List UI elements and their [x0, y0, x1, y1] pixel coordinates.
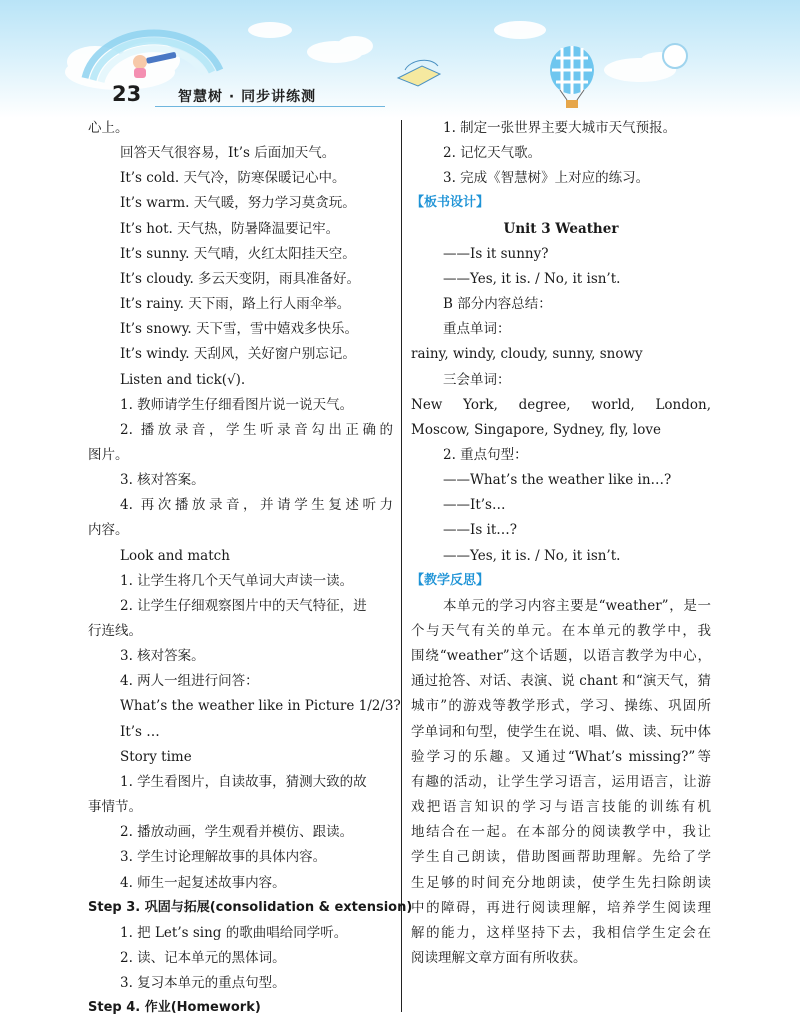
right-column-line: 城市”的游戏等教学形式，学习、操练、巩固所 [411, 698, 711, 715]
right-column-line: New York, degree, world, London, [411, 396, 711, 413]
right-column-line: 学生自己朗读，借助图画帮助理解。先给了学 [411, 849, 711, 866]
left-column-line: Listen and tick(√). [120, 371, 246, 388]
left-column-line: 2. 播放录音，学生听录音勾出正确的 [120, 421, 393, 438]
left-column-line: It’s rainy. 天下雨，路上行人雨伞举。 [120, 296, 351, 313]
page-number: 23 [112, 82, 142, 106]
right-column-line: 个与天气有关的单元。在本单元的教学中，我 [411, 623, 711, 639]
right-column-line: 重点单词： [443, 321, 511, 338]
right-column-line: ——Yes, it is. / No, it isn’t. [443, 270, 621, 287]
left-column-line: 内容。 [88, 522, 129, 539]
left-column-line: 4. 再次播放录音，并请学生复述听力 [120, 497, 393, 514]
right-column-line: ——What’s the weather like in…? [443, 472, 672, 489]
left-column-line: 心上。 [88, 120, 129, 136]
left-column-line: It’s snowy. 天下雪，雪中嬉戏多快乐。 [120, 321, 358, 338]
left-column-line: 3. 学生讨论理解故事的具体内容。 [120, 849, 327, 866]
right-column-line: ——Is it…? [443, 522, 518, 539]
sun-icon [663, 44, 687, 68]
right-column-line: ——It’s… [443, 497, 506, 514]
right-column-line: 2. 重点句型： [443, 446, 528, 463]
right-column-line: rainy, windy, cloudy, sunny, snowy [411, 346, 643, 363]
right-column-line: 通过抢答、对话、表演、说 chant 和“演天气，猜 [411, 673, 711, 690]
right-column-line: 2. 记忆天气歌。 [443, 145, 542, 162]
left-column-line: 3. 复习本单元的重点句型。 [120, 975, 286, 992]
header-rule [155, 106, 385, 107]
column-divider [401, 120, 402, 1012]
left-column-line: It’s cold. 天气冷，防寒保暖记心中。 [120, 170, 346, 187]
right-column-line: 中的障碍，再进行阅读理解，培养学生阅读理 [411, 899, 711, 916]
left-column-line: Step 3. 巩固与拓展(consolidation & extension) [88, 899, 413, 915]
right-column-line: 有趣的活动，让学生学习语言，运用语言，让游 [411, 773, 711, 790]
right-column-line: 阅读理解文章方面有所收获。 [411, 949, 587, 966]
left-column-line: 4. 师生一起复述故事内容。 [120, 874, 286, 891]
right-column-line: Moscow, Singapore, Sydney, fly, love [411, 421, 661, 438]
left-column-line: 2. 播放动画，学生观看并模仿、跟读。 [120, 824, 354, 841]
left-column-line: It’s hot. 天气热，防暑降温要记牢。 [120, 220, 340, 237]
left-column-line: It’s cloudy. 多云天变阴，雨具准备好。 [120, 270, 361, 287]
left-column-line: It’s windy. 天刮风，关好窗户别忘记。 [120, 346, 356, 363]
left-column-line: 3. 核对答案。 [120, 648, 205, 665]
right-column-line: 解的能力，这样坚持下去，我相信学生定会在 [411, 924, 711, 941]
right-column-line: 围绕“weather”这个话题，以语言教学为中心， [411, 648, 711, 665]
right-column-line: 验学习的乐趣。又通过“What’s missing?”等 [411, 748, 711, 765]
page-header [0, 0, 800, 118]
left-column-line: 图片。 [88, 446, 129, 463]
kite-icon [398, 60, 440, 86]
left-column-line: 回答天气很容易，It’s 后面加天气。 [120, 145, 336, 162]
right-column-line: 三会单词： [443, 371, 511, 388]
left-column-line: It’s warm. 天气暖，努力学习莫贪玩。 [120, 195, 356, 212]
left-column-line: 事情节。 [88, 799, 142, 816]
right-column-line: 3. 完成《智慧树》上对应的练习。 [443, 170, 650, 187]
right-column-line: Unit 3 Weather [503, 220, 619, 237]
right-column-line: B 部分内容总结： [443, 296, 552, 313]
left-column-line: Story time [120, 748, 192, 765]
left-column-line: 1. 让学生将几个天气单词大声读一读。 [120, 572, 354, 589]
right-column-line: 地结合在一起。在本部分的阅读教学中，我让 [411, 824, 711, 841]
right-column-line: 【教学反思】 [411, 572, 490, 588]
right-column-line: 学单词和句型，使学生在说、唱、做、读、玩中体 [411, 723, 711, 740]
left-column-line: 2. 读、记本单元的黑体词。 [120, 949, 286, 966]
left-column-line: Step 4. 作业(Homework) [88, 1000, 261, 1016]
right-column-line: 戏把语言知识的学习与语言技能的训练有机 [411, 799, 711, 816]
right-column-line: 1. 制定一张世界主要大城市天气预报。 [443, 120, 677, 136]
left-column-line: 1. 把 Let’s sing 的歌曲唱给同学听。 [120, 924, 348, 941]
left-column-line: 行连线。 [88, 623, 142, 639]
left-column-line: 1. 教师请学生仔细看图片说一说天气。 [120, 396, 354, 413]
right-column-line: ——Is it sunny? [443, 245, 549, 262]
left-column-line: What’s the weather like in Picture 1/2/3? [120, 698, 401, 715]
left-column-line: 2. 让学生仔细观察图片中的天气特征，进 [120, 597, 367, 614]
right-column-line: 【板书设计】 [411, 195, 490, 211]
left-column-line: 3. 核对答案。 [120, 472, 205, 489]
left-column-line: Look and match [120, 547, 230, 564]
left-column-line: It’s sunny. 天气晴，火红太阳挂天空。 [120, 245, 356, 262]
left-column-line: It’s … [120, 723, 160, 740]
left-column-line: 1. 学生看图片，自读故事，猜测大致的故 [120, 773, 367, 790]
book-title: 智慧树 · 同步讲练测 [178, 89, 317, 105]
right-column-line: 生足够的时间充分地朗读，使学生先扫除朗读 [411, 874, 711, 891]
right-column-line: ——Yes, it is. / No, it isn’t. [443, 547, 621, 564]
right-column-line: 本单元的学习内容主要是“weather”，是一 [443, 597, 711, 614]
left-column-line: 4. 两人一组进行问答： [120, 673, 259, 690]
hot-air-balloon-icon [550, 46, 594, 108]
